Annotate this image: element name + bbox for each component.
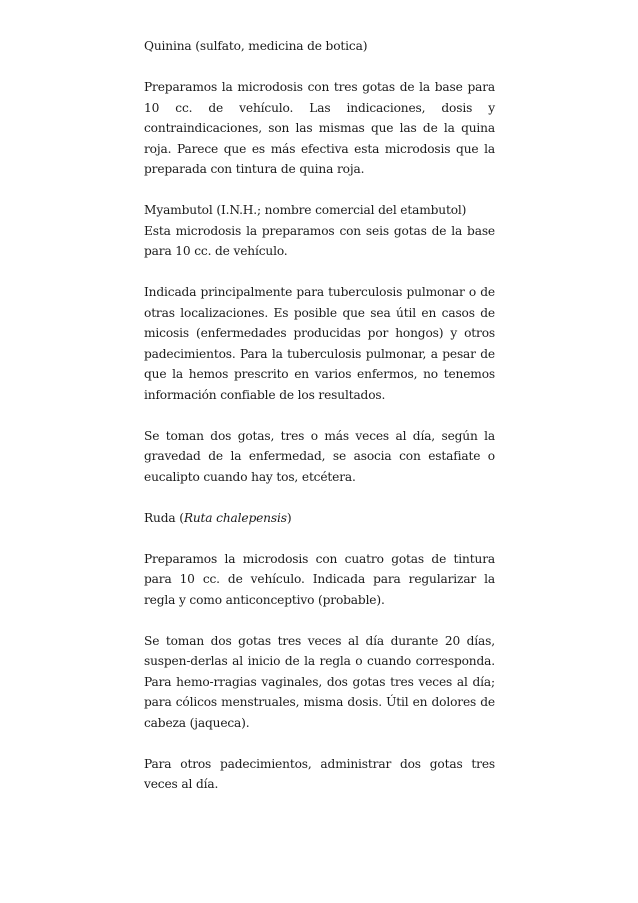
quinina-body: Preparamos la microdosis con tres gotas de la base para 10 cc. de vehículo. Las indicaciones, dosis y contraindicaciones, son las mismas que las de la quina roja. Parece que es más efectiva esta microdosis que la preparada con tintura de quina roja. xyxy=(144,80,495,176)
myambutol-dosage: Se toman dos gotas, tres o más veces al día, según la gravedad de la enfermedad, se asocia con estafiate o eucalipto cuando hay tos, etcétera. xyxy=(144,428,495,484)
ruda-heading-close: ) xyxy=(286,510,292,525)
ruda-heading-latin: Ruta chalepensis xyxy=(183,510,287,525)
myambutol-heading: Myambutol (I.N.H.; nombre comercial del etambutol) xyxy=(144,203,467,217)
ruda-dosage: Se toman dos gotas tres veces al día durante 20 días, suspen-derlas al inicio de la regla o cuando corresponda. Para hemo-rragias vaginales, dos gotas tres veces al día; para cólicos menstruales, misma dosis. Útil en dolores de cabeza (jaqueca). xyxy=(144,633,495,730)
ruda-heading-prefix: Ruda xyxy=(144,510,180,525)
quinina-heading: Quinina (sulfato, medicina de botica) xyxy=(144,39,368,53)
ruda-other: Para otros padecimientos, administrar dos gotas tres veces al día. xyxy=(144,756,495,791)
myambutol-body: Esta microdosis la preparamos con seis gotas de la base para 10 cc. de vehículo. xyxy=(144,223,495,258)
ruda-heading xyxy=(144,508,495,529)
ruda-body: Preparamos la microdosis con cuatro gotas de tintura para 10 cc. de vehículo. Indicada para regularizar la regla y como anticonceptivo (probable). xyxy=(144,551,495,607)
document-page xyxy=(144,36,495,795)
ruda-heading-open: ( xyxy=(179,510,184,525)
myambutol-indications: Indicada principalmente para tuberculosis pulmonar o de otras localizaciones. Es posible que sea útil en casos de micosis (enfermedades producidas por hongos) y otros padecimientos. Para la tuberculosis pulmonar, a pesar de que la hemos prescrito en varios enfermos, no tenemos información confiable de los resultados. xyxy=(144,285,495,402)
